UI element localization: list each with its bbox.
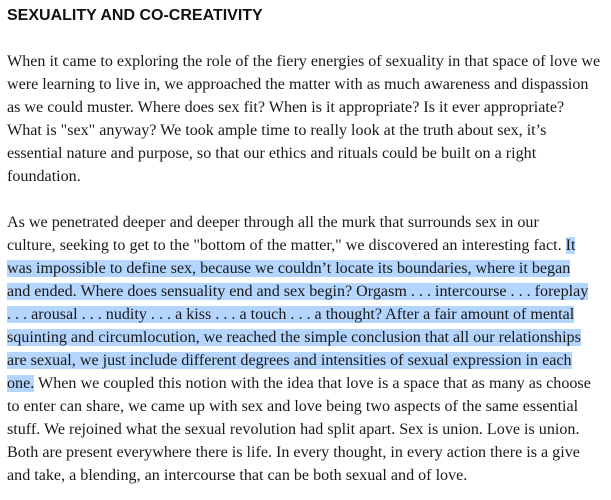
text-line: What is "sex" anyway? We took ample time to really look at the truth about sex, it’s: [7, 122, 547, 139]
text-selection[interactable]: . . . arousal . . . nudity . . . a kiss . . . a touch . . . a thought? After a fair amount of mental: [7, 306, 575, 323]
text-selection[interactable]: squinting and circumlocution, we reached the simple conclusion that all our relationships: [7, 329, 581, 346]
text-line: [7, 372, 609, 395]
text-line: [7, 280, 609, 303]
text-line: As we penetrated deeper and deeper through all the murk that surrounds sex in our: [7, 214, 539, 231]
section-heading: SEXUALITY AND CO-CREATIVITY: [7, 7, 263, 24]
text-selection[interactable]: are sexual, we just include different degrees and intensities of sexual expression in each: [7, 352, 572, 369]
text-line: stuff. We rejoined what the sexual revolution had split apart. Sex is union. Love is union.: [7, 421, 580, 438]
text-line: [7, 349, 609, 372]
text-selection[interactable]: and ended. Where does sensuality end and sex begin? Orgasm . . . intercourse . . . foreplay: [7, 283, 589, 300]
text-selection[interactable]: was impossible to define sex, because we couldn’t locate its boundaries, where it began: [7, 260, 571, 277]
unselected-text: When we coupled this notion with the idea that love is a space that as many as choose: [34, 375, 591, 392]
text-line: and take, a blending, an intercourse that can be both sexual and of love.: [7, 467, 468, 484]
text-line: [7, 234, 609, 257]
text-selection[interactable]: one.: [7, 375, 35, 392]
paragraph-2[interactable]: [7, 211, 609, 487]
text-selection[interactable]: It: [565, 237, 576, 254]
unselected-text: culture, seeking to get to the "bottom of the matter," we discovered an interesting fact.: [7, 237, 566, 254]
paragraph-1[interactable]: [7, 50, 609, 188]
text-line: When it came to exploring the role of the fiery energies of sexuality in that space of love we: [7, 53, 601, 70]
text-line: were learning to live in, we approached the matter with as much awareness and dispassion: [7, 76, 589, 93]
text-line: Both are present everywhere there is life. In every thought, in every action there is a give: [7, 444, 580, 461]
text-line: [7, 326, 609, 349]
text-line: [7, 257, 609, 280]
text-line: to enter can share, we came up with sex and love being two aspects of the same essential: [7, 398, 579, 415]
text-line: [7, 303, 609, 326]
text-line: as we could muster. Where does sex fit? When is it appropriate? Is it ever appropriate?: [7, 99, 565, 116]
text-line: foundation.: [7, 168, 81, 185]
text-line: essential nature and purpose, so that our ethics and rituals could be built on a right: [7, 145, 537, 162]
